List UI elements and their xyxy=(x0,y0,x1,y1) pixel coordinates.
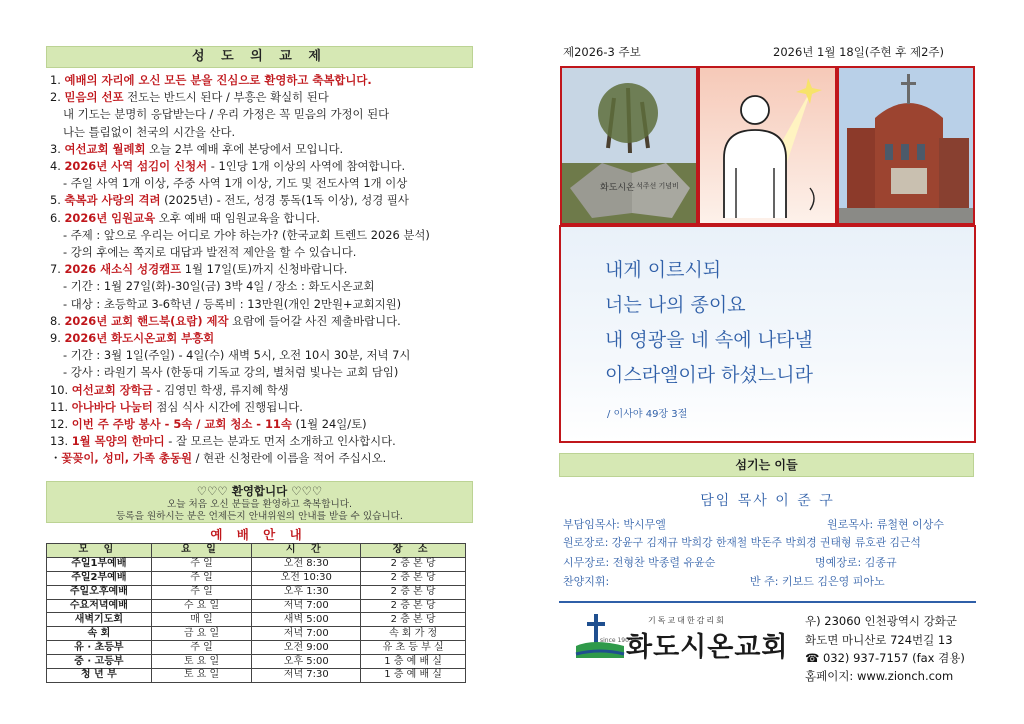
services-row xyxy=(47,669,466,683)
news-text: - 김영민 학생, 류지혜 학생 xyxy=(152,382,289,397)
news-item xyxy=(50,382,475,399)
news-item xyxy=(50,313,475,330)
news-highlight: 2026년 사역 섬김이 신청서 xyxy=(64,159,208,174)
news-highlight: 여선교회 장학금 xyxy=(71,382,153,397)
news-item xyxy=(50,347,475,364)
honorary-elder: 명예장로: 김종규 xyxy=(815,556,897,569)
news-item xyxy=(50,175,475,192)
services-cell: 저녁 7:00 xyxy=(252,627,361,641)
services-cell: 유 · 초등부 xyxy=(47,641,152,655)
news-text: 오늘 2부 예배 후에 본당에서 모입니다. xyxy=(145,141,344,156)
services-cell: 저녁 7:30 xyxy=(252,669,361,683)
section-title-fellowship: 성 도 의 교 제 xyxy=(46,46,473,68)
verse-line-3: 내 영광을 네 속에 나타낼 xyxy=(605,329,813,351)
news-highlight: 1월 목양의 한마디 xyxy=(71,434,165,449)
services-cell: 새벽기도회 xyxy=(47,613,152,627)
services-cell: 주일오후예배 xyxy=(47,585,152,599)
news-number: 2. xyxy=(50,90,65,105)
news-number: 7. xyxy=(50,262,65,277)
homepage-link[interactable]: 홈페이지: www.zionch.com xyxy=(805,669,954,683)
news-item xyxy=(50,158,475,175)
services-row xyxy=(47,627,466,641)
services-cell: 2 층 본 당 xyxy=(361,599,466,613)
news-number: 8. xyxy=(50,313,65,328)
news-text: - 1인당 1개 이상의 사역에 참여합니다. xyxy=(207,159,406,174)
news-text: 내 기도는 분명히 응답받는다 / 우리 가정은 꼭 믿음의 가정이 된다 xyxy=(63,107,390,122)
services-cell: 속 회 가 정 xyxy=(361,627,466,641)
illustration-figure-light xyxy=(698,66,837,225)
services-title: 예 배 안 내 xyxy=(210,527,307,542)
services-cell: 2 층 본 당 xyxy=(361,571,466,585)
scripture-verse-box xyxy=(559,225,976,443)
verse-line-4: 이스라엘이라 하셨느니라 xyxy=(605,364,813,386)
services-cell: 1 층 예 배 실 xyxy=(361,669,466,683)
associate-pastor: 부담임목사: 박시무엘 xyxy=(563,518,666,531)
address-line-2: 화도면 마니산로 724번길 13 xyxy=(805,633,953,647)
welcome-line2: 등록을 원하시는 분은 언제든지 안내위원의 안내를 받을 수 있습니다. xyxy=(116,510,403,522)
bulletin-date: 2026년 1월 18일(주현 후 제2주) xyxy=(773,45,944,59)
news-item xyxy=(50,261,475,278)
welcome-line1: 오늘 처음 오신 분들을 환영하고 축복합니다. xyxy=(166,499,353,510)
services-cell: 수요저녁예배 xyxy=(47,599,152,613)
news-item xyxy=(50,450,475,467)
services-row xyxy=(47,599,466,613)
news-number: 10. xyxy=(50,382,72,397)
services-cell: 주 일 xyxy=(151,557,252,571)
services-header: 장 소 xyxy=(361,544,466,558)
welcome-title: ♡♡♡ 환영합니다 ♡♡♡ xyxy=(196,484,323,498)
news-highlight: 2026년 임원교육 xyxy=(64,210,156,225)
services-row xyxy=(47,571,466,585)
services-cell: 오전 8:30 xyxy=(252,557,361,571)
news-highlight: 아나바다 나눔터 xyxy=(71,399,153,414)
services-table xyxy=(46,543,466,683)
news-text: 1월 17일(토)까지 신청바랍니다. xyxy=(181,262,348,277)
retired-elders: 원로장로: 강윤구 김재규 박희강 한재철 박돈주 박희경 권태형 류호관 김근석 xyxy=(563,536,921,549)
services-cell: 오후 1:30 xyxy=(252,585,361,599)
news-highlight: 2026 새소식 성경캠프 xyxy=(64,262,182,277)
verse-reference: / 이사야 49장 3절 xyxy=(607,409,688,420)
news-highlight: 축복과 사랑의 격려 xyxy=(64,193,161,208)
services-cell: 유 초 등 부 실 xyxy=(361,641,466,655)
news-text: / 현관 신청란에 이름을 적어 주십시오. xyxy=(192,451,387,466)
news-item xyxy=(50,244,475,261)
services-row xyxy=(47,655,466,669)
logo-since: since 1905 xyxy=(600,637,633,644)
stone-text-right: 석주선 기념비 xyxy=(636,182,679,190)
church-name: 화도시온교회 xyxy=(626,632,789,663)
news-text: - 기간 : 3월 1일(주일) - 4일(수) 새벽 5시, 오전 10시 30분, 저녁 7시 xyxy=(63,348,411,363)
news-number: 1. xyxy=(50,73,65,87)
news-number: 9. xyxy=(50,331,65,346)
services-cell: 오전 10:30 xyxy=(252,571,361,585)
acting-elders: 시무장로: 전형찬 박종렬 유윤순 xyxy=(563,556,716,569)
news-item xyxy=(50,399,475,416)
services-row xyxy=(47,557,466,571)
news-number: 11. xyxy=(50,399,72,414)
news-list xyxy=(50,72,475,468)
news-highlight: 2026년 교회 핸드북(요람) 제작 xyxy=(64,313,229,328)
news-item xyxy=(50,433,475,450)
news-highlight: 꽃꽂이, 성미, 가족 총동원 xyxy=(61,451,192,466)
services-row xyxy=(47,613,466,627)
news-text: (2025년) - 전도, 성경 통독(1독 이상), 성경 필사 xyxy=(160,193,409,208)
memorial-stone-photo xyxy=(560,66,698,225)
services-row xyxy=(47,641,466,655)
elder-pastor: 원로목사: 류철현 이상수 xyxy=(827,518,944,531)
news-highlight: 여선교회 월례회 xyxy=(64,141,146,156)
services-cell: 2 층 본 당 xyxy=(361,585,466,599)
news-number: ・ xyxy=(50,451,62,466)
news-item xyxy=(50,416,475,433)
news-number: 12. xyxy=(50,417,72,432)
bulletin-number: 제2026-3 주보 xyxy=(563,45,641,59)
news-text: - 기간 : 1월 27일(화)-30일(금) 3박 4일 / 장소 : 화도시온교회 xyxy=(63,279,375,294)
news-item xyxy=(50,296,475,313)
services-cell: 2 층 본 당 xyxy=(361,613,466,627)
services-header: 모 임 xyxy=(47,544,152,558)
church-logo-icon xyxy=(574,612,633,668)
services-header: 시 간 xyxy=(252,544,361,558)
news-highlight: 예배의 자리에 오신 모든 분을 진심으로 환영하고 축복합니다. xyxy=(64,73,372,87)
news-highlight: 믿음의 선포 xyxy=(64,90,124,105)
news-item xyxy=(50,330,475,347)
divider xyxy=(559,601,976,603)
news-text: 요람에 들어갈 사진 제출바랍니다. xyxy=(228,313,401,328)
section-title-servants: 섬기는 이들 xyxy=(559,453,974,477)
news-item xyxy=(50,141,475,158)
news-number: 13. xyxy=(50,434,72,449)
news-highlight: 이번 주 주방 봉사 - 5속 / 교회 청소 - 11속 xyxy=(71,417,292,432)
news-item xyxy=(50,192,475,209)
services-cell: 오후 5:00 xyxy=(252,655,361,669)
services-header: 요 일 xyxy=(151,544,252,558)
news-text: - 강의 후에는 쪽지로 대답과 발전적 제안을 할 수 있습니다. xyxy=(63,245,357,260)
news-text: 나는 틀림없이 천국의 시간을 산다. xyxy=(63,124,236,139)
news-item xyxy=(50,278,475,295)
services-cell: 중 · 고등부 xyxy=(47,655,152,669)
services-cell: 매 일 xyxy=(151,613,252,627)
verse-line-1: 내게 이르시되 xyxy=(605,259,722,281)
news-text: 점심 식사 시간에 진행됩니다. xyxy=(152,399,303,414)
news-item xyxy=(50,227,475,244)
worship-leader: 찬양지휘: xyxy=(563,575,610,588)
address-line-1: 우) 23060 인천광역시 강화군 xyxy=(805,614,958,628)
news-text: - 주제 : 앞으로 우리는 어디로 가야 하는가? (한국교회 트렌드 2026 분석) xyxy=(63,227,430,242)
news-item xyxy=(50,72,475,89)
services-cell: 토 요 일 xyxy=(151,655,252,669)
services-cell: 1 층 예 배 실 xyxy=(361,655,466,669)
denomination-name: 기독교대한감리회 xyxy=(648,616,726,625)
services-cell: 주 일 xyxy=(151,585,252,599)
news-item xyxy=(50,106,475,123)
news-item xyxy=(50,210,475,227)
services-cell: 2 층 본 당 xyxy=(361,557,466,571)
news-highlight: 2026년 화도시온교회 부흥회 xyxy=(64,331,215,346)
services-cell: 금 요 일 xyxy=(151,627,252,641)
news-number: 3. xyxy=(50,141,65,156)
services-cell: 주 일 xyxy=(151,641,252,655)
news-text: 전도는 반드시 된다 / 부흥은 확실히 된다 xyxy=(123,90,329,105)
news-text: 오후 예배 때 임원교육을 합니다. xyxy=(155,210,320,225)
welcome-box xyxy=(46,481,473,523)
photo-strip xyxy=(560,66,973,223)
stone-text-left: 화도시온 xyxy=(600,183,635,193)
news-text: (1월 24일/토) xyxy=(291,417,367,432)
news-item xyxy=(50,124,475,141)
church-building-photo xyxy=(837,66,975,225)
senior-pastor: 담임 목사 이 준 구 xyxy=(700,493,835,509)
services-row xyxy=(47,585,466,599)
services-cell: 토 요 일 xyxy=(151,669,252,683)
services-cell: 주일2부예배 xyxy=(47,571,152,585)
news-number: 6. xyxy=(50,210,65,225)
services-cell: 저녁 7:00 xyxy=(252,599,361,613)
services-cell: 주 일 xyxy=(151,571,252,585)
verse-line-2: 너는 나의 종이요 xyxy=(605,294,746,316)
accompanist: 반 주: 키보드 김은영 피아노 xyxy=(750,575,885,588)
news-text: - 주일 사역 1개 이상, 주중 사역 1개 이상, 기도 및 전도사역 1개 이상 xyxy=(63,176,408,191)
services-cell: 속 회 xyxy=(47,627,152,641)
news-item xyxy=(50,364,475,381)
services-cell: 청 년 부 xyxy=(47,669,152,683)
phone-number: ☎ 032) 937-7157 (fax 겸용) xyxy=(805,651,965,665)
services-cell: 오전 9:00 xyxy=(252,641,361,655)
services-cell: 수 요 일 xyxy=(151,599,252,613)
news-text: - 강사 : 라원기 목사 (한동대 기독교 강의, 별처럼 빛나는 교회 담임) xyxy=(63,365,399,380)
news-text: - 잘 모르는 분과도 먼저 소개하고 인사합시다. xyxy=(164,434,396,449)
services-cell: 주일1부예배 xyxy=(47,557,152,571)
services-cell: 새벽 5:00 xyxy=(252,613,361,627)
news-item xyxy=(50,89,475,106)
news-number: 4. xyxy=(50,159,65,174)
news-number: 5. xyxy=(50,193,65,208)
news-text: - 대상 : 초등학교 3-6학년 / 등록비 : 13만원(개인 2만원+교회지원) xyxy=(63,296,402,311)
